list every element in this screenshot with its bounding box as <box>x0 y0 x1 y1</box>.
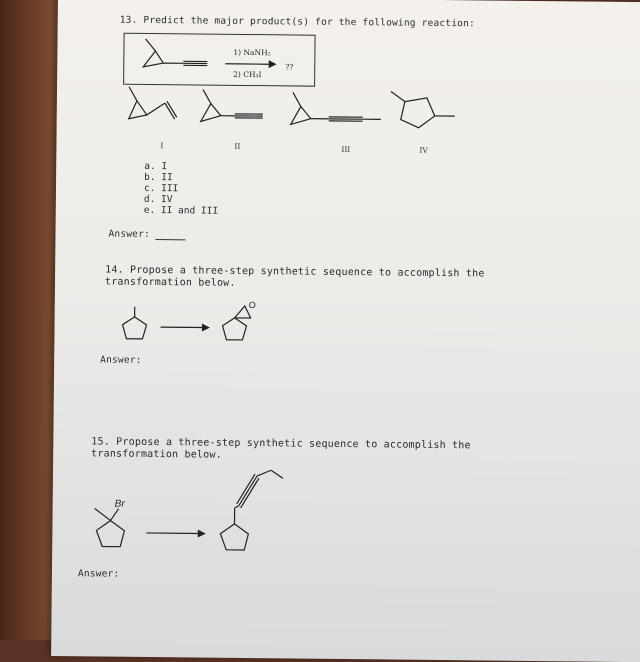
q15-reaction-arrow <box>146 529 206 538</box>
q14-product-structure <box>222 300 272 345</box>
q15-product-structure <box>212 458 293 559</box>
q13-reaction-arrow <box>225 60 275 69</box>
q13-unknown-product: ?? <box>285 62 293 71</box>
q13-option-e: e. II and III <box>144 205 218 217</box>
q13-option-d: d. IV <box>144 194 173 205</box>
q13-label-2: II <box>234 142 240 151</box>
q13-option-a: a. I <box>144 161 167 172</box>
q15-bromine-label: Br <box>115 499 125 510</box>
q14-oxygen-label: O <box>249 300 256 310</box>
q13-product-1-structure <box>123 85 184 136</box>
q15-reactant-structure <box>90 502 141 553</box>
q13-reagent-2: 2) CH₃I <box>233 70 261 79</box>
q14-answer-label: Answer: <box>100 354 142 365</box>
q13-label-3: III <box>341 145 350 154</box>
q14-prompt-line-2: transformation below. <box>105 277 236 289</box>
q13-reactant-structure <box>133 33 214 84</box>
q13-label-1: I <box>160 141 163 150</box>
q13-answer-label: Answer: <box>108 229 150 240</box>
q13-prompt: 13. Predict the major product(s) for the following reaction: <box>120 15 475 30</box>
q14-reaction-arrow <box>160 323 210 332</box>
q15-prompt-line-1: 15. Propose a three-step synthetic sequence to accomplish the <box>91 436 471 451</box>
q13-reagent-1: 1) NaNH₂ <box>233 48 270 57</box>
q14-reactant-structure <box>116 303 156 343</box>
q13-option-c: c. III <box>144 183 178 194</box>
q13-product-4-structure <box>387 87 468 138</box>
q13-label-4: IV <box>419 146 427 155</box>
q13-answer-blank[interactable] <box>155 229 185 240</box>
q13-product-3-structure <box>285 86 396 137</box>
q15-answer-label: Answer: <box>78 568 120 579</box>
q15-prompt-line-2: transformation below. <box>91 448 222 460</box>
q13-option-b: b. II <box>144 172 173 183</box>
q13-product-2-structure <box>197 85 278 136</box>
q14-prompt-line-1: 14. Propose a three-step synthetic sequence to accomplish the <box>105 265 485 280</box>
worksheet-page <box>51 0 640 662</box>
